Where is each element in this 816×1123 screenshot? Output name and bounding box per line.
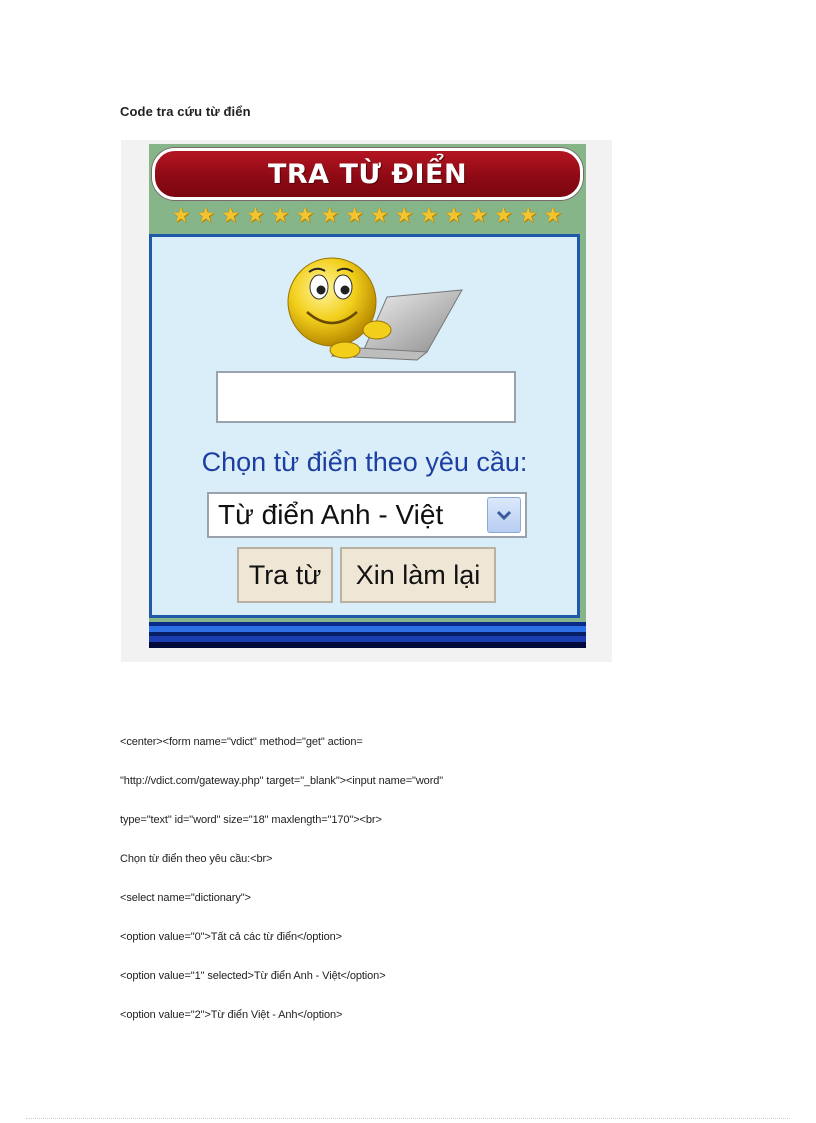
code-line: "http://vdict.com/gateway.php" target="_blank"><input name="word"	[120, 775, 444, 787]
code-line: Chọn từ điển theo yêu cầu:<br>	[120, 853, 273, 865]
dropdown-arrow-button[interactable]	[487, 497, 521, 533]
search-button[interactable]: Tra từ	[237, 547, 333, 603]
star-icon: ★	[245, 204, 265, 227]
star-icon: ★	[221, 204, 240, 227]
page-divider	[26, 1118, 790, 1119]
star-icon: ★	[444, 204, 464, 227]
star-icon: ★	[196, 204, 216, 227]
choose-dictionary-label: Chọn từ điển theo yêu cầu:	[201, 447, 528, 477]
star-icon: ★	[295, 204, 315, 227]
smiley-laptop-icon	[277, 252, 467, 362]
code-line: <select name="dictionary">	[120, 892, 251, 904]
dictionary-widget	[149, 144, 586, 648]
star-icon: ★	[345, 204, 364, 227]
star-icon: ★	[171, 204, 191, 227]
star-row	[171, 206, 563, 228]
code-line: <center><form name="vdict" method="get" action=	[120, 736, 363, 748]
star-icon: ★	[543, 204, 563, 227]
code-line: <option value="2">Từ điển Việt - Anh</option>	[120, 1009, 343, 1021]
dictionary-widget-image	[121, 140, 612, 662]
star-icon: ★	[369, 204, 389, 227]
star-icon: ★	[493, 204, 513, 227]
widget-footer-bars	[149, 622, 586, 648]
word-input[interactable]	[216, 371, 516, 423]
widget-header	[152, 148, 583, 200]
chevron-down-icon	[496, 509, 512, 521]
star-icon: ★	[320, 204, 340, 227]
star-icon: ★	[270, 204, 290, 227]
dictionary-select-value: Từ điển Anh - Việt	[218, 499, 444, 530]
code-line: <option value="0">Tất cả các từ điển</option>	[120, 931, 342, 943]
dictionary-select[interactable]	[207, 492, 527, 538]
star-icon: ★	[419, 204, 439, 227]
search-panel	[149, 234, 580, 618]
code-line: type="text" id="word" size="18" maxlength="170"><br>	[120, 814, 382, 826]
reset-button[interactable]: Xin làm lại	[340, 547, 496, 603]
star-icon: ★	[518, 204, 538, 227]
document-title: Code tra cứu từ điển	[120, 104, 251, 119]
star-icon: ★	[394, 204, 414, 227]
code-line: <option value="1" selected>Từ điển Anh - Việt</option>	[120, 970, 386, 982]
star-icon: ★	[469, 204, 488, 227]
widget-header-title: TRA TỪ ĐIỂN	[267, 158, 468, 190]
